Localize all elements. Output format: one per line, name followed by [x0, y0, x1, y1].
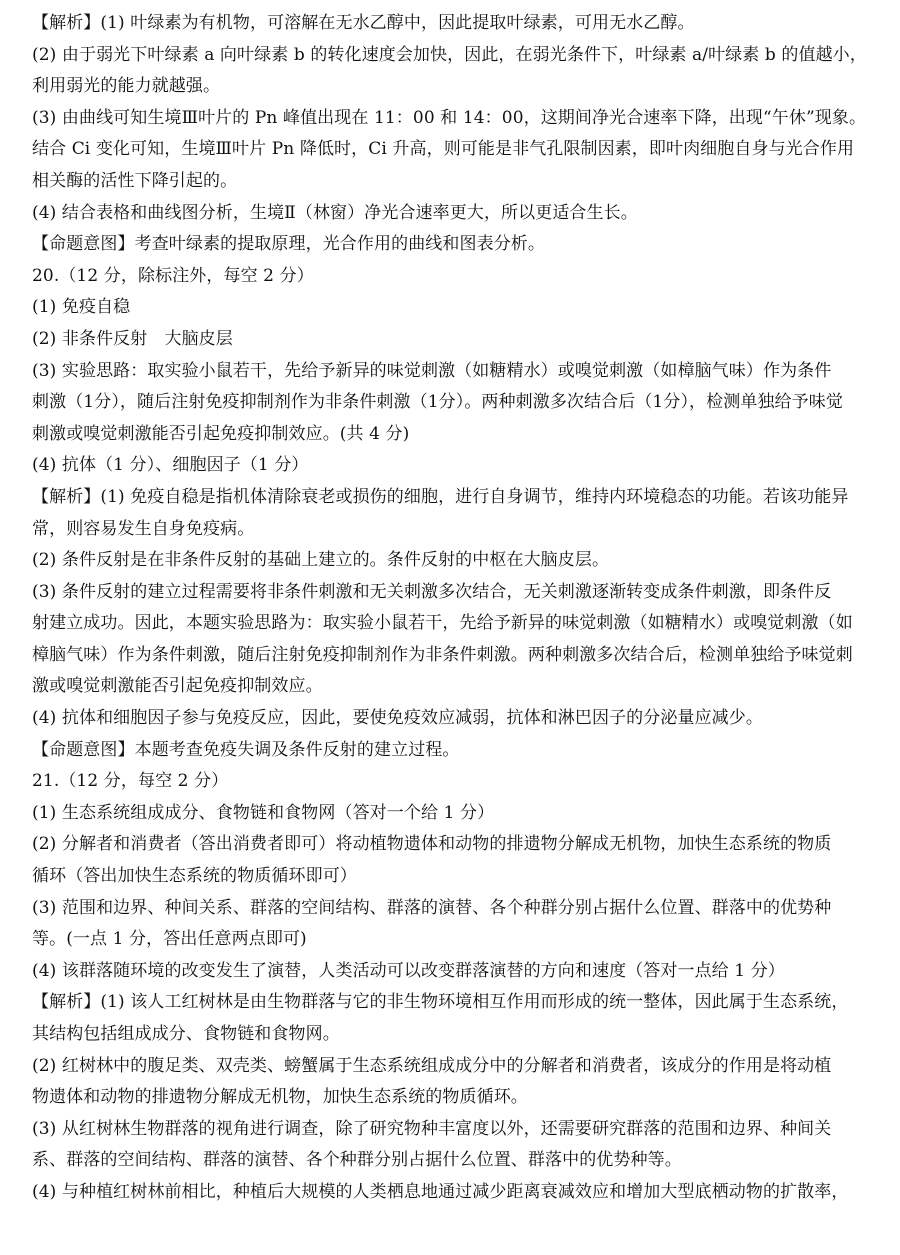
text-line: (4) 抗体（1 分）、细胞因子（1 分） — [32, 455, 309, 476]
text-line: 【解析】(1) 叶绿素为有机物，可溶解在无水乙醇中，因此提取叶绿素，可用无水乙醇。 — [32, 13, 695, 33]
text-line: 其结构包括组成成分、食物链和食物网。 — [32, 1024, 340, 1044]
text-line: (1) 免疫自稳 — [32, 297, 131, 318]
text-line: 结合 Ci 变化可知，生境Ⅲ叶片 Pn 降低时，Ci 升高，则可能是非气孔限制因素，即叶肉细胞自身与光合作用 — [32, 139, 855, 160]
text-line: 刺激（1分），随后注射免疫抑制剂作为非条件刺激（1分）。两种刺激多次结合后（1分），检测单独给予味觉 — [32, 392, 843, 413]
text-line: 利用弱光的能力就越强。 — [32, 76, 221, 97]
text-line: (2) 分解者和消费者（答出消费者即可）将动植物遗体和动物的排遗物分解成无机物，加快生态系统的物质 — [32, 834, 832, 855]
text-line: (1) 生态系统组成成分、食物链和食物网（答对一个给 1 分） — [32, 802, 495, 823]
text-line: 【解析】(1) 该人工红树林是由生物群落与它的非生物环境相互作用而形成的统一整体，因此属于生态系统， — [32, 992, 849, 1013]
text-line: 【命题意图】本题考查免疫失调及条件反射的建立过程。 — [32, 739, 460, 760]
question-heading: 21.（12 分，每空 2 分） — [32, 771, 229, 792]
text-line: 樟脑气味）作为条件刺激，随后注射免疫抑制剂作为非条件刺激。两种刺激多次结合后，检测单独给予味觉刺 — [32, 644, 853, 665]
text-line: 等。(一点 1 分，答出任意两点即可) — [32, 929, 307, 950]
text-line: 相关酶的活性下降引起的。 — [32, 170, 238, 191]
text-line: (2) 红树林中的腹足类、双壳类、螃蟹属于生态系统组成成分中的分解者和消费者，该成分的作用是将动植 — [32, 1055, 832, 1076]
text-line: (3) 范围和边界、种间关系、群落的空间结构、群落的演替、各个种群分别占据什么位置、群落中的优势种 — [32, 897, 832, 918]
text-line: (4) 该群落随环境的改变发生了演替，人类活动可以改变群落演替的方向和速度（答对一点给 1 分） — [32, 960, 785, 981]
text-line: (4) 与种植红树林前相比，种植后大规模的人类栖息地通过减少距离衰减效应和增加大型底栖动物的扩散率， — [32, 1181, 849, 1202]
text-line: 【命题意图】考查叶绿素的提取原理，光合作用的曲线和图表分析。 — [32, 234, 545, 255]
text-line: 激或嗅觉刺激能否引起免疫抑制效应。 — [32, 676, 323, 697]
text-line: 刺激或嗅觉刺激能否引起免疫抑制效应。(共 4 分) — [32, 423, 410, 444]
text-line: (2) 非条件反射 大脑皮层 — [32, 328, 233, 349]
text-line: (2) 条件反射是在非条件反射的基础上建立的。条件反射的中枢在大脑皮层。 — [32, 550, 610, 571]
text-line: 物遗体和动物的排遗物分解成无机物，加快生态系统的物质循环。 — [32, 1087, 528, 1108]
text-line: 常，则容易发生自身免疫病。 — [32, 518, 255, 539]
text-line: 循环（答出加快生态系统的物质循环即可） — [32, 866, 357, 887]
question-heading: 20.（12 分，除标注外，每空 2 分） — [32, 265, 314, 286]
text-line: 射建立成功。因此，本题实验思路为：取实验小鼠若干，先给予新异的味觉刺激（如糖精水）或嗅觉刺激（如 — [32, 613, 853, 634]
text-line: (2) 由于弱光下叶绿素 a 向叶绿素 b 的转化速度会加快，因此，在弱光条件下，叶绿素 a/叶绿素 b 的值越小， — [32, 44, 867, 65]
text-line: (4) 抗体和细胞因子参与免疫反应，因此，要使免疫效应减弱，抗体和淋巴因子的分泌量应减少。 — [32, 708, 763, 729]
text-line: (3) 条件反射的建立过程需要将非条件刺激和无关刺激多次结合，无关刺激逐渐转变成条件刺激，即条件反 — [32, 581, 832, 602]
text-line: 系、群落的空间结构、群落的演替、各个种群分别占据什么位置、群落中的优势种等。 — [32, 1150, 682, 1171]
text-line: (3) 从红树林生物群落的视角进行调查，除了研究物种丰富度以外，还需要研究群落的范围和边界、种间关 — [32, 1118, 832, 1139]
text-line: (3) 由曲线可知生境Ⅲ叶片的 Pn 峰值出现在 11：00 和 14：00，这期间净光合速率下降，出现“午休”现象。 — [32, 107, 867, 128]
text-line: (4) 结合表格和曲线图分析，生境Ⅱ（林窗）净光合速率更大，所以更适合生长。 — [32, 202, 638, 223]
text-line: (3) 实验思路：取实验小鼠若干，先给予新异的味觉刺激（如糖精水）或嗅觉刺激（如樟脑气味）作为条件 — [32, 360, 832, 381]
text-line: 【解析】(1) 免疫自稳是指机体清除衰老或损伤的细胞，进行自身调节，维持内环境稳态的功能。若该功能异 — [32, 486, 849, 507]
